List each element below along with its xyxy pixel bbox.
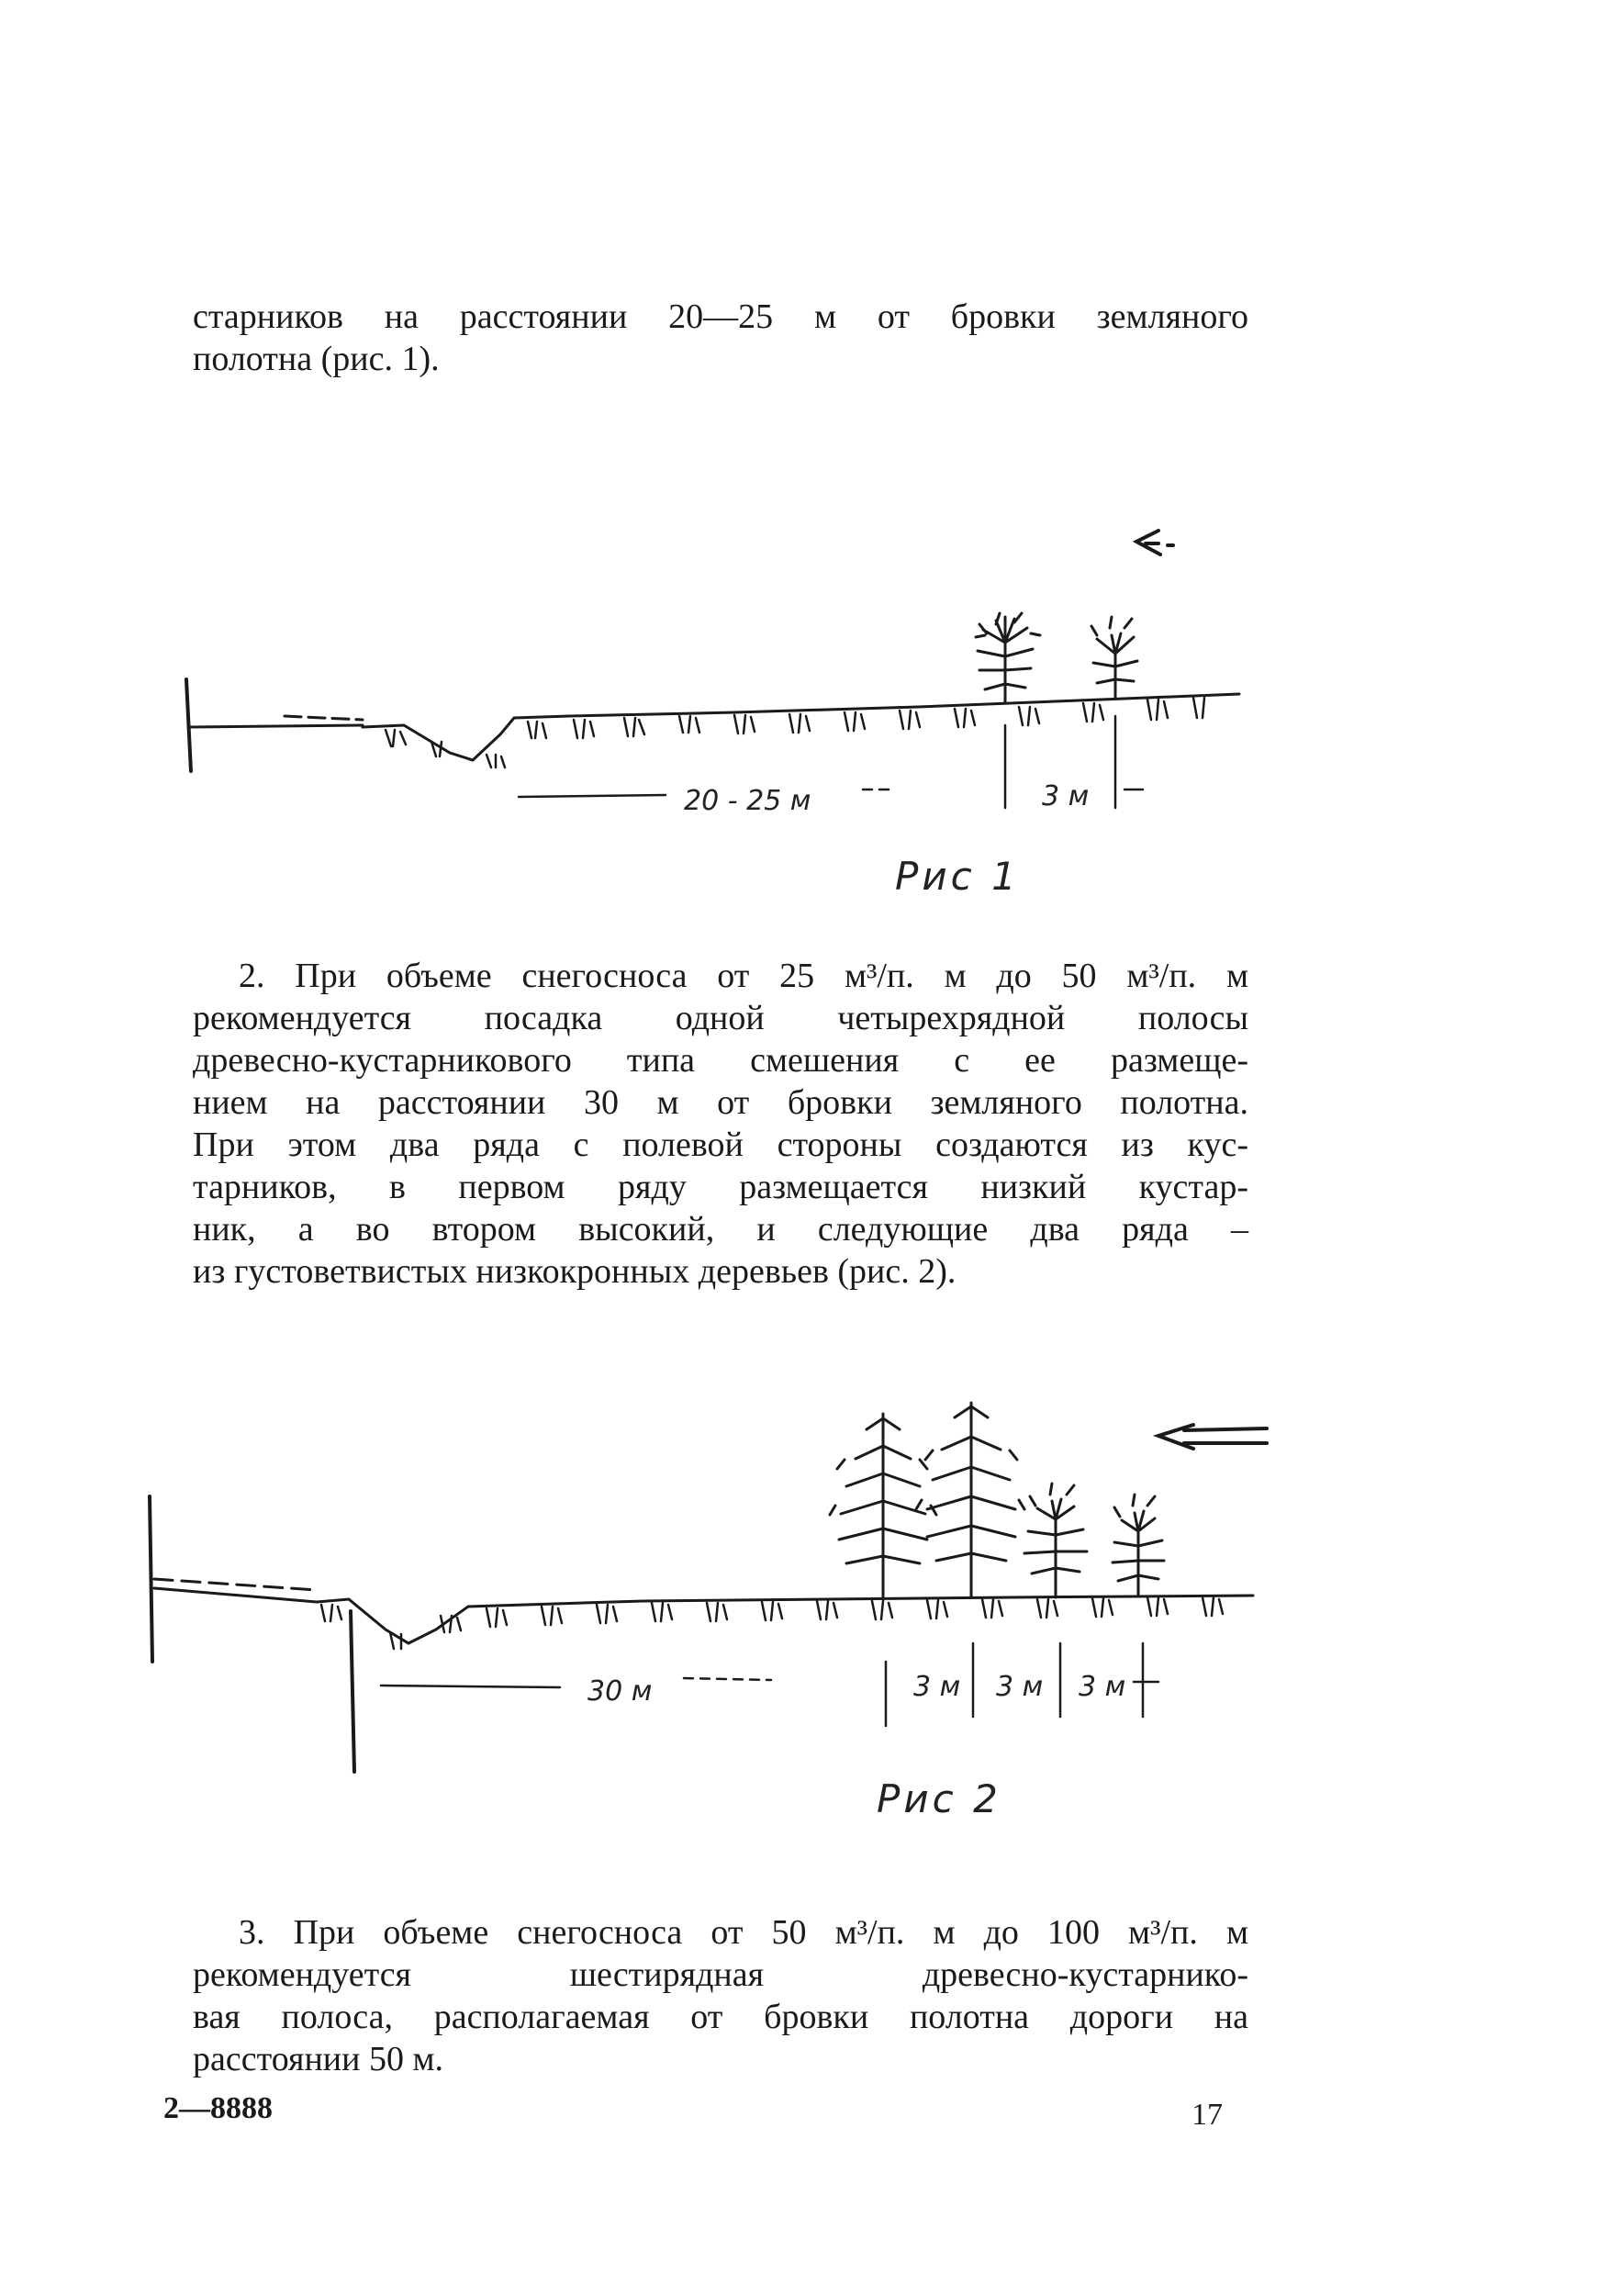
text-line: полотна (рис. 1). — [193, 340, 440, 378]
text-line: вая полоса, располагаемая от бровки полотна дороги на — [193, 1998, 1248, 2036]
figure-2-spacing-label-1: 3 м — [913, 1671, 961, 1703]
paragraph-3 — [193, 1911, 1248, 2080]
text-line: из густоветвистых низкокронных деревьев (рис. 2). — [193, 1252, 957, 1291]
text-line: При этом два ряда с полевой стороны создаются из кус- — [193, 1126, 1248, 1164]
text-line: 2. При объеме снегосноса от 25 м³/п. м до 50 м³/п. м — [239, 957, 1248, 995]
figure-2-spacing-label-3: 3 м — [1079, 1671, 1126, 1703]
text-line: старников на расстоянии 20—25 м от бровки земляного — [193, 297, 1248, 336]
embankment-post — [150, 1496, 152, 1662]
text-line: рекомендуется посадка одной четырехрядной полосы — [193, 999, 1248, 1037]
text-line: тарников, в первом ряду размещается низкий кустар- — [193, 1168, 1248, 1206]
text-line: нием на расстоянии 30 м от бровки земляного полотна. — [193, 1083, 1248, 1122]
figure-2-caption: Рис 2 — [877, 1776, 1001, 1821]
tree-1 — [830, 1414, 936, 1599]
figure-2-distance-label: 30 м — [587, 1675, 653, 1708]
figure-1-spacing-label: 3 м — [1042, 780, 1090, 812]
shrub-tall — [1024, 1484, 1087, 1597]
text-line: расстоянии 50 м. — [193, 2040, 444, 2078]
figure-1-caption: Рис 1 — [895, 854, 1020, 899]
embankment-post — [351, 1611, 354, 1772]
grass-tufts — [321, 1597, 1223, 1649]
page-number: 17 — [1191, 2098, 1223, 2132]
text-line: рекомендуется шестирядная древесно-кустарнико- — [193, 1955, 1248, 1994]
road-surface — [154, 1579, 317, 1602]
text-line: 3. При объеме снегосноса от 50 м³/п. м до 100 м³/п. м — [239, 1913, 1248, 1952]
figure-1-distance-label: 20 - 25 м — [684, 785, 811, 817]
wind-arrow-icon — [1158, 1425, 1267, 1449]
text-line: ник, а во втором высокий, и следующие два ряда – — [193, 1210, 1248, 1249]
shrub-low — [1113, 1495, 1164, 1596]
tree-2 — [916, 1403, 1024, 1597]
text-line: древесно-кустарникового типа смешения с ее размеще- — [193, 1041, 1248, 1080]
figure-2-spacing-label-2: 3 м — [996, 1671, 1044, 1703]
signature-mark: 2—8888 — [163, 2091, 273, 2125]
